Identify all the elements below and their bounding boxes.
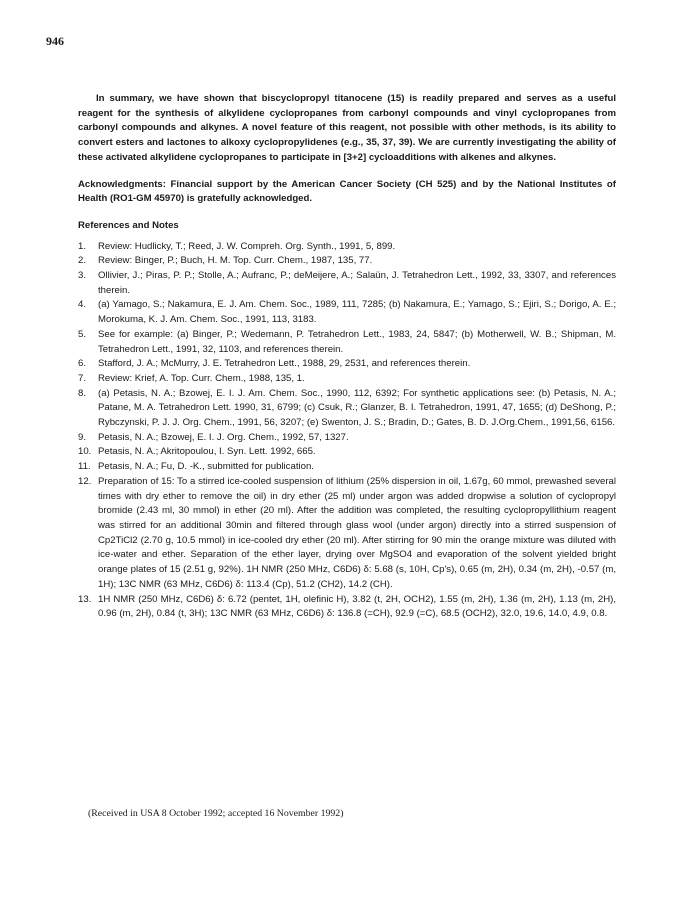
reference-text: Stafford, J. A.; McMurry, J. E. Tetrahedron Lett., 1988, 29, 2531, and references therein.: [98, 358, 471, 370]
article-body: [78, 92, 616, 622]
reference-text: Petasis, N. A.; Akritopoulou, I. Syn. Lett. 1992, 665.: [98, 446, 316, 458]
reference-number: 4.: [78, 299, 87, 311]
reference-number: 2.: [78, 255, 87, 267]
reference-number: 1.: [78, 240, 87, 252]
acknowledgments: [78, 178, 616, 207]
reference-item: [78, 475, 616, 593]
reference-number: 8.: [78, 387, 87, 399]
received-line: (Received in USA 8 October 1992; accepted 16 November 1992): [88, 808, 344, 819]
acknowledgments-heading: Acknowledgments:: [78, 178, 166, 190]
reference-item: [78, 298, 616, 327]
reference-item: [78, 593, 616, 622]
reference-text: 1H NMR (250 MHz, C6D6) δ: 6.72 (pentet, 1H, olefinic H), 3.82 (t, 2H, OCH2), 1.55 (m, 2H), 1.36 (m, 2H), 1.13 (m, 2H), 0.96 (m, 2H), 0.84 (t, 3H); 13C NMR (63 MHz, C6D6) δ: 136.8 (=CH), 92.9 (=C), 68.5 (OCH2), 32.0, 19.6, 14.0, 4.9, 0.8.: [98, 593, 616, 620]
reference-item: [78, 372, 616, 387]
reference-number: 6.: [78, 358, 87, 370]
summary-paragraph: In summary, we have shown that biscyclopropyl titanocene (15) is readily prepared and serves as a useful reagent for the synthesis of alkylidene cyclopropanes from carbonyl compounds and vinyl cyclopropanes from carbonyl compounds and alkynes. A novel feature of this reagent, not possible with other methods, is its ability to convert esters and lactones to alkoxy cyclopropylidenes (e.g., 35, 37, 39). We are currently investigating the ability of these activated alkylidene cyclopropanes to participate in [3+2] cycloadditions with alkenes and alkynes.: [78, 93, 616, 163]
reference-number: 11.: [78, 461, 91, 473]
reference-text: Petasis, N. A.; Fu, D. -K., submitted for publication.: [98, 461, 314, 473]
reference-item: [78, 328, 616, 357]
reference-item: [78, 387, 616, 431]
acknowledgments-text: Financial support by the American Cancer Society (CH 525) and by the National Institutes of Health (RO1-GM 45970) is gratefully acknowledged.: [78, 178, 616, 205]
reference-item: [78, 254, 616, 269]
reference-text: Review: Hudlicky, T.; Reed, J. W. Compreh. Org. Synth., 1991, 5, 899.: [98, 240, 396, 252]
reference-text: Review: Krief, A. Top. Curr. Chem., 1988, 135, 1.: [98, 372, 305, 384]
reference-item: [78, 431, 616, 446]
reference-item: [78, 460, 616, 475]
references-heading: References and Notes: [78, 219, 179, 231]
reference-number: 3.: [78, 270, 87, 282]
reference-text: Review: Binger, P.; Buch, H. M. Top. Curr. Chem., 1987, 135, 77.: [98, 255, 373, 267]
reference-text: (a) Yamago, S.; Nakamura, E. J. Am. Chem. Soc., 1989, 111, 7285; (b) Nakamura, E.; Yamago, S.; Ejiri, S.; Dorigo, A. E.; Morokuma, K. J. Am. Chem. Soc., 1991, 113, 3183.: [98, 299, 616, 326]
reference-item: [78, 269, 616, 298]
references-list: [78, 240, 616, 622]
reference-item: [78, 357, 616, 372]
reference-text: Ollivier, J.; Piras, P. P.; Stolle, A.; Aufranc, P.; deMeijere, A.; Salaün, J. Tetrahedron Lett., 1992, 33, 3307, and references therein.: [98, 270, 616, 296]
reference-text: (a) Petasis, N. A.; Bzowej, E. I. J. Am. Chem. Soc., 1990, 112, 6392; For synthetic applications see: (b) Petasis, N. A.; Patane, M. A. Tetrahedron Lett. 1990, 31, 6799; (c) Csuk, R.; Glanzer, B. I. Tetrahedron, 1991, 47, 1655; (d) DeShong, P.; Rybczynski, P. J. J. Org. Chem., 1991, 56, 3207; (e) Swenton, J. S.; Bradin, D.; Gates, B. D. J.Org.Chem., 1991,56, 6156.: [98, 387, 616, 429]
reference-number: 5.: [78, 328, 87, 340]
reference-text: Petasis, N. A.; Bzowej, E. I. J. Org. Chem., 1992, 57, 1327.: [98, 431, 349, 443]
reference-number: 10.: [78, 446, 92, 458]
reference-number: 13.: [78, 593, 92, 605]
reference-item: [78, 240, 616, 255]
reference-number: 12.: [78, 475, 92, 487]
reference-number: 7.: [78, 372, 87, 384]
reference-text: Preparation of 15: To a stirred ice-cooled suspension of lithium (25% dispersion in oil, 1.67g, 60 mmol, prewashed several times with dry ether to remove the oil) in dry ether (25 ml) under argon was added dropwise a solution of cyclopropyl bromide (2.43 ml, 30 mmol) in ether (20 ml). After the addition was completed, the resulting cyclopropyllithium reagent was stirred for an additional 30min and filtered through glass wool (under argon) directly into a stirred suspension of Cp2TiCl2 (2.70 g, 10.5 mmol) in ice-cooled dry ether (20 ml). After stirring for 90 min the orange mixture was diluted with ice-water and ether. Separation of the ether layer, drying over MgSO4 and evaporation of the solvent yielded bright orange plates of 15 (2.51 g, 92%). 1H NMR (250 MHz, C6D6) δ: 5.68 (s, 10H, Cp's), 0.65 (m, 2H), 0.34 (m, 2H), -0.57 (m, 1H); 13C NMR (63 MHz, C6D6) δ: 113.4 (Cp), 51.2 (CH2), 14.2 (CH).: [98, 475, 616, 590]
reference-item: [78, 445, 616, 460]
reference-number: 9.: [78, 431, 87, 443]
page-number: 946: [46, 34, 64, 48]
reference-text: See for example: (a) Binger, P.; Wedemann, P. Tetrahedron Lett., 1983, 24, 5847; (b) Motherwell, W. B.; Shipman, M. Tetrahedron Lett., 1991, 32, 1103, and references therein.: [98, 328, 616, 355]
